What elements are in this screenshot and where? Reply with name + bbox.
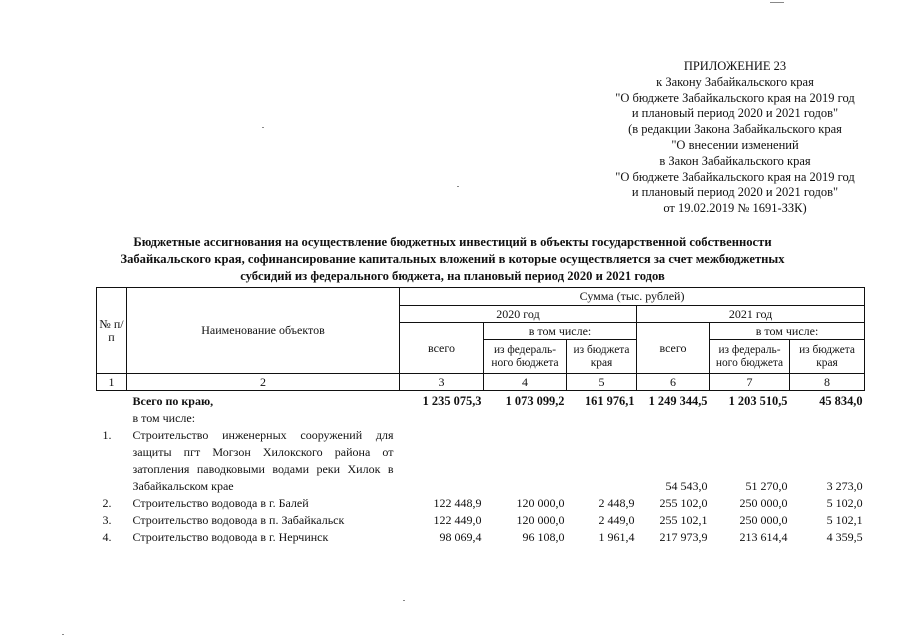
fed-2021-header: из федераль-ного бюджета bbox=[710, 340, 790, 374]
total-cell: 1 203 510,5 bbox=[728, 394, 788, 408]
appendix-line: "О бюджете Забайкальского края на 2019 год bbox=[615, 90, 855, 105]
row-cell: 2 448,9 bbox=[598, 496, 635, 510]
appendix-line: и плановый период 2020 и 2021 годов" bbox=[631, 106, 839, 121]
col-number: 6 bbox=[637, 374, 710, 391]
total-cell: 161 976,1 bbox=[584, 394, 635, 408]
appendix-header bbox=[565, 59, 905, 217]
year-2020-header: 2020 год bbox=[400, 306, 637, 323]
row-cell: 217 973,9 bbox=[659, 530, 708, 544]
appendix-line: "О внесении изменений bbox=[671, 137, 799, 152]
row-cell: 250 000,0 bbox=[739, 496, 788, 510]
row-cell: 5 102,1 bbox=[826, 513, 863, 527]
row-cell: 255 102,0 bbox=[659, 496, 708, 510]
col-number: 8 bbox=[790, 374, 865, 391]
row-name: Строительство инженерных сооружений для защиты пгт Могзон Хилокского района от затопления паводковыми водами реки Хилок в Забайкальском крае bbox=[132, 428, 394, 493]
table-row bbox=[97, 529, 865, 546]
total-2020-header: всего bbox=[400, 323, 484, 374]
reg-2020-header: из бюджета края bbox=[567, 340, 637, 374]
col-number: 2 bbox=[127, 374, 400, 391]
scan-speck bbox=[770, 2, 784, 3]
total-cell: 45 834,0 bbox=[819, 394, 863, 408]
row-cell: 250 000,0 bbox=[739, 513, 788, 527]
incl-2020-header: в том числе: bbox=[484, 323, 637, 340]
incl-label: в том числе: bbox=[132, 411, 196, 425]
col-number: 4 bbox=[484, 374, 567, 391]
fed-2020-header: из федераль-ного бюджета bbox=[484, 340, 567, 374]
col-num-header: № п/п bbox=[97, 288, 127, 374]
row-number: 3. bbox=[102, 513, 112, 527]
col-name-header: Наименование объектов bbox=[127, 288, 400, 374]
row-cell: 120 000,0 bbox=[516, 496, 565, 510]
row-cell: 2 449,0 bbox=[598, 513, 635, 527]
row-cell: 3 273,0 bbox=[826, 479, 863, 493]
row-cell: 54 543,0 bbox=[665, 479, 708, 493]
total-cell: 1 249 344,5 bbox=[648, 394, 708, 408]
total-cell: 1 073 099,2 bbox=[505, 394, 565, 408]
row-cell: 120 000,0 bbox=[516, 513, 565, 527]
row-cell: 1 961,4 bbox=[598, 530, 635, 544]
col-number: 1 bbox=[97, 374, 127, 391]
row-cell bbox=[484, 427, 567, 495]
table-row bbox=[97, 495, 865, 512]
total-2021-header: всего bbox=[637, 323, 710, 374]
total-cell: 1 235 075,3 bbox=[422, 394, 482, 408]
appendix-line: (в редакции Закона Забайкальского края bbox=[628, 122, 842, 137]
row-cell bbox=[567, 427, 637, 495]
row-name: Строительство водовода в г. Балей bbox=[132, 496, 309, 510]
scan-speck bbox=[262, 127, 264, 128]
year-2021-header: 2021 год bbox=[637, 306, 865, 323]
incl-row bbox=[97, 410, 865, 427]
row-name: Строительство водовода в г. Нерчинск bbox=[132, 530, 329, 544]
sum-header: Сумма (тыс. рублей) bbox=[400, 288, 865, 306]
title-line: субсидий из федерального бюджета, на плановый период 2020 и 2021 годов bbox=[240, 269, 665, 283]
budget-table bbox=[96, 287, 865, 546]
row-cell: 51 270,0 bbox=[745, 479, 788, 493]
row-number: 2. bbox=[102, 496, 112, 510]
incl-2021-header: в том числе: bbox=[710, 323, 865, 340]
document-title bbox=[30, 234, 875, 285]
appendix-line: от 19.02.2019 № 1691-ЗЗК) bbox=[663, 201, 807, 216]
scan-speck bbox=[457, 186, 459, 187]
appendix-line: в Закон Забайкальского края bbox=[659, 153, 811, 168]
col-number: 3 bbox=[400, 374, 484, 391]
row-cell: 98 069,4 bbox=[439, 530, 482, 544]
scan-speck bbox=[403, 600, 405, 601]
col-number: 5 bbox=[567, 374, 637, 391]
row-cell: 255 102,1 bbox=[659, 513, 708, 527]
row-cell: 5 102,0 bbox=[826, 496, 863, 510]
appendix-line: ПРИЛОЖЕНИЕ 23 bbox=[683, 59, 787, 73]
title-line: Бюджетные ассигнования на осуществление бюджетных инвестиций в объекты государственной собственности bbox=[133, 235, 772, 249]
reg-2021-header: из бюджета края bbox=[790, 340, 865, 374]
row-cell: 122 448,9 bbox=[433, 496, 482, 510]
scan-speck bbox=[62, 634, 64, 635]
row-cell bbox=[400, 427, 484, 495]
row-number: 4. bbox=[102, 530, 112, 544]
row-cell: 4 359,5 bbox=[826, 530, 863, 544]
table-row bbox=[97, 512, 865, 529]
total-row bbox=[97, 391, 865, 411]
title-line: Забайкальского края, софинансирование капитальных вложений в которые осуществляется за счет межбюджетных bbox=[120, 252, 785, 266]
row-number: 1. bbox=[102, 428, 112, 442]
total-label: Всего по краю, bbox=[132, 394, 214, 408]
row-name: Строительство водовода в п. Забайкальск bbox=[132, 513, 345, 527]
appendix-line: к Закону Забайкальского края bbox=[656, 74, 814, 89]
row-cell: 96 108,0 bbox=[522, 530, 565, 544]
row-cell: 213 614,4 bbox=[739, 530, 788, 544]
appendix-line: "О бюджете Забайкальского края на 2019 год bbox=[615, 169, 855, 184]
row-cell: 122 449,0 bbox=[433, 513, 482, 527]
table-row bbox=[97, 427, 865, 495]
col-number: 7 bbox=[710, 374, 790, 391]
appendix-line: и плановый период 2020 и 2021 годов" bbox=[631, 185, 839, 200]
